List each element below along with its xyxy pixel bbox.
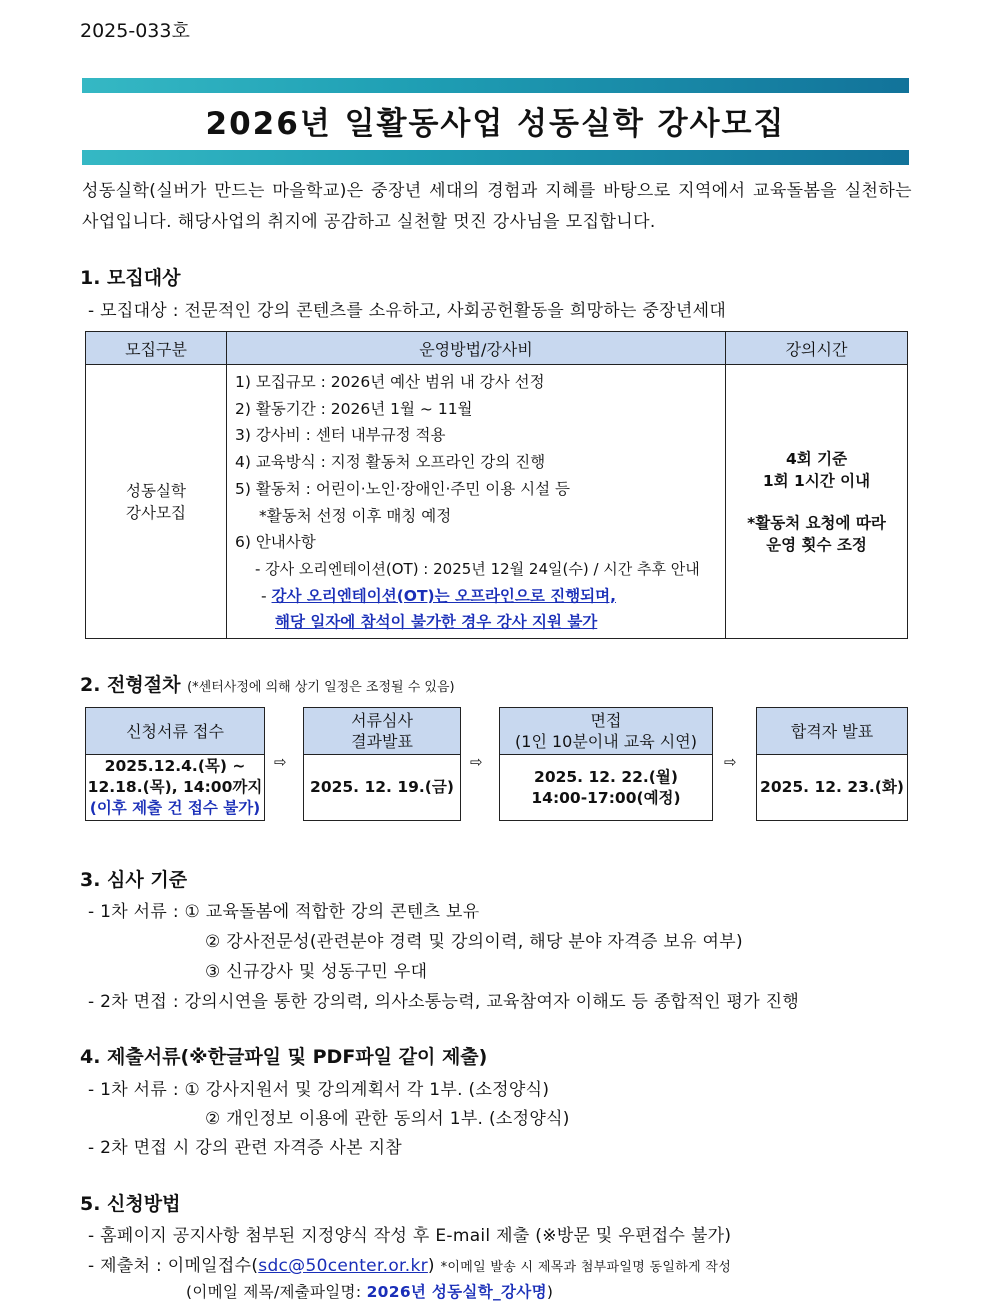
notice-line: 해당 일자에 참석이 불가한 경우 강사 지원 불가 [275,613,598,632]
document-number: 2025-033호 [80,20,190,42]
step-body: 2025. 12. 23.(화) [760,778,904,796]
section1-heading: 1. 모집대상 [80,267,181,289]
criteria-line: ③ 신규강사 및 성동구민 우대 [205,962,428,982]
documents-line: - 2차 면접 시 강의 관련 자격증 사본 지참 [88,1138,403,1158]
detail-line: - 강사 오리엔테이션(OT) : 2025년 12월 24일(수) / 시간 추후 안내 [255,559,700,578]
step-announcement [756,707,908,821]
detail-line: 6) 안내사항 [235,533,316,552]
email-note: *이메일 발송 시 제목과 첨부파일명 동일하게 작성 [440,1260,732,1275]
step-interview [499,707,713,821]
detail-line: 5) 활동처 : 어린이·노인·장애인·주민 이용 시설 등 [235,479,570,498]
step-body: 2025. 12. 22.(월) 14:00-17:00(예정) [531,767,681,807]
filename-format: 2026년 성동실학_강사명 [366,1283,547,1301]
title-top-bar [82,78,909,93]
section2-heading [80,670,455,697]
category-line: 성동실학 [126,481,186,500]
step-body: 2025. 12. 19.(금) [310,778,454,796]
time-line: 운영 횟수 조정 [766,535,867,554]
time-line: *활동처 요청에 따라 [747,513,886,532]
table-header-time: 강의시간 [726,332,908,365]
documents-line: ② 개인정보 이용에 관한 동의서 1부. (소정양식) [205,1109,570,1129]
time-line: 1회 1시간 이내 [762,471,871,490]
method-line: - 제출처 : 이메일접수(sdc@50center.or.kr) *이메일 발송 시 제목과 첨부파일명 동일하게 작성 [88,1256,732,1276]
table-cell-time [726,365,908,639]
email-link[interactable]: sdc@50center.or.kr [258,1256,428,1276]
section4-heading: 4. 제출서류(※한글파일 및 PDF파일 같이 제출) [80,1046,488,1068]
step-body-line: (이후 제출 건 접수 불가) [89,799,261,817]
method-line: - 홈페이지 공지사항 첨부된 지정양식 작성 후 E-mail 제출 (※방문 및 우편접수 불가) [88,1226,732,1246]
notice-dash: - [261,586,267,605]
intro-paragraph: 성동실학(실버가 만드는 마을학교)은 중장년 세대의 경험과 지혜를 바탕으로 지역에서 교육돌봄을 실천하는 사업입니다. 해당사업의 취지에 공감하고 실천할 멋진 강사님을 모집합니다. [82,181,912,232]
arrow-right-icon: ⇨ [724,753,737,771]
notice-text: 강사 오리엔테이션(OT)는 오프라인으로 진행되며, [271,586,617,605]
criteria-line: - 1차 서류 : ① 교육돌봄에 적합한 강의 콘텐츠 보유 [88,902,480,922]
title-bottom-bar [82,150,909,165]
criteria-line: ② 강사전문성(관련분야 경력 및 강의이력, 해당 분야 자격증 보유 여부) [205,932,743,952]
detail-line: 2) 활동기간 : 2026년 1월 ~ 11월 [235,399,473,418]
detail-line: 1) 모집규모 : 2026년 예산 범위 내 강사 선정 [235,373,545,391]
step-title: 면접 (1인 10분이내 교육 시연) [500,708,712,755]
table-header-category: 모집구분 [86,332,227,365]
step-body [86,755,264,820]
time-line: 4회 기준 [785,449,848,468]
step-application [85,707,265,821]
arrow-right-icon: ⇨ [274,753,287,771]
detail-line: 3) 강사비 : 센터 내부규정 적용 [235,426,446,445]
method-line: (이메일 제목/제출파일명: 2026년 성동실학_강사명) [186,1283,554,1301]
recruitment-table [85,331,908,639]
step-document-review [303,707,461,821]
section3-heading: 3. 심사 기준 [80,869,188,891]
table-cell-details [227,365,726,639]
criteria-line: - 2차 면접 : 강의시연을 통한 강의력, 의사소통능력, 교육참여자 이해도 등 종합적인 평가 진행 [88,992,800,1012]
step-title: 서류심사 결과발표 [304,708,460,755]
section2-heading-text: 2. 전형절차 [80,674,181,696]
page-title: 2026년 일활동사업 성동실학 강사모집 [205,106,786,142]
section5-heading: 5. 신청방법 [80,1193,181,1215]
step-title: 신청서류 접수 [86,708,264,755]
table-cell-category [86,365,227,639]
section2-note: (*센터사정에 의해 상기 일정은 조정될 수 있음) [187,680,455,695]
arrow-right-icon: ⇨ [470,753,483,771]
detail-line: *활동처 선정 이후 매칭 예정 [259,506,452,525]
detail-line: 4) 교육방식 : 지정 활동처 오프라인 강의 진행 [235,453,546,472]
step-title: 합격자 발표 [757,708,907,755]
documents-line: - 1차 서류 : ① 강사지원서 및 강의계획서 각 1부. (소정양식) [88,1080,550,1100]
category-line: 강사모집 [126,503,186,522]
table-header-method: 운영방법/강사비 [227,332,726,365]
notice-line [235,583,717,610]
step-body-line: 12.18.(목), 14:00까지 [87,778,263,796]
section1-target-line: - 모집대상 : 전문적인 강의 콘텐츠를 소유하고, 사회공헌활동을 희망하는 중장년세대 [88,301,727,321]
table-header-row [86,332,908,365]
table-row [86,365,908,639]
step-body-line: 2025.12.4.(목) ~ [104,757,246,775]
